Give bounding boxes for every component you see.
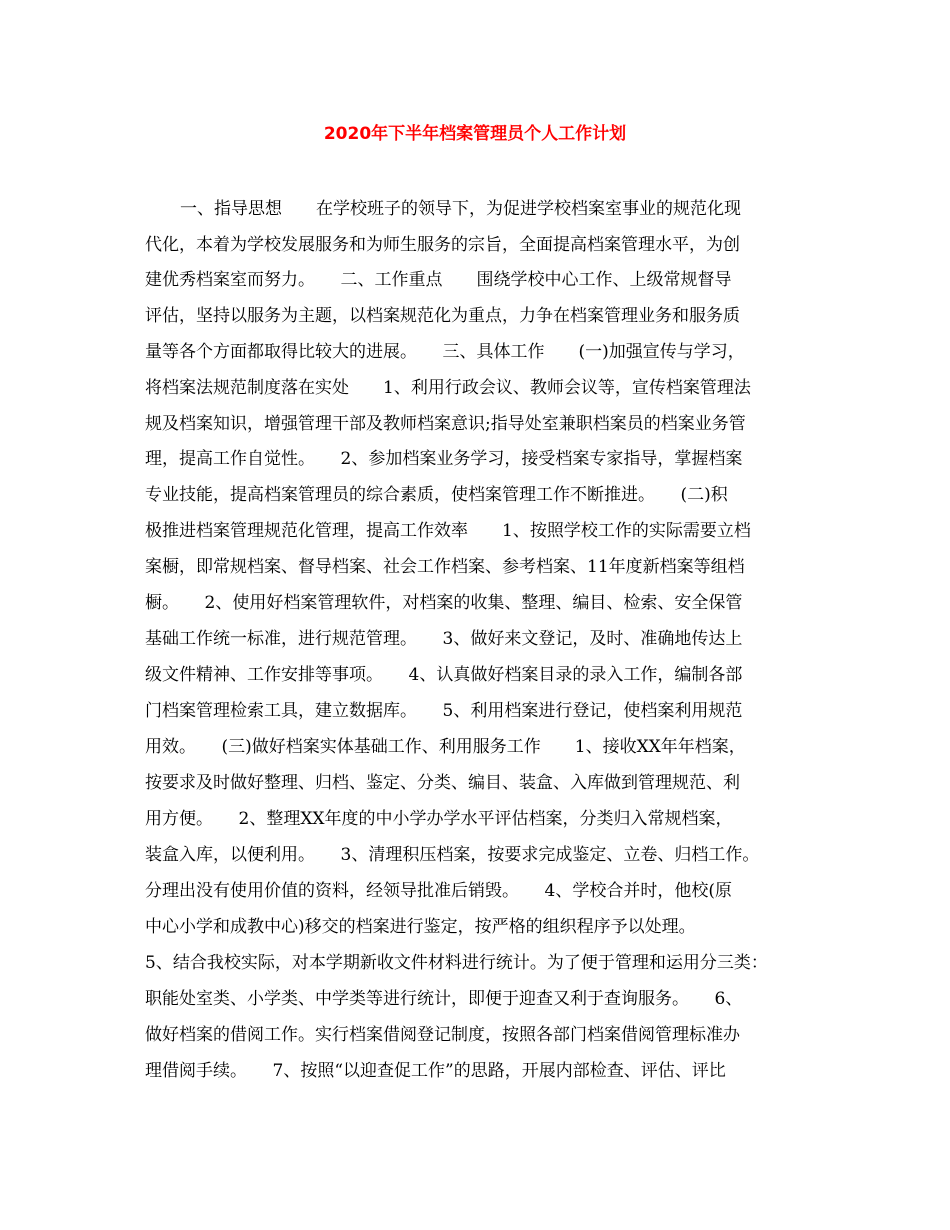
body-line: 按要求及时做好整理、归档、鉴定、分类、编目、装盒、入库做到管理规范、利 (145, 773, 740, 793)
body-line: 评估，坚持以服务为主题，以档案规范化为重点，力争在档案管理业务和服务质 (145, 306, 740, 326)
body-line: 橱。 2、使用好档案管理软件，对档案的收集、整理、编目、检索、安全保管 (145, 593, 743, 613)
body-line: 极推进档案管理规范化管理，提高工作效率 1、按照学校工作的实际需要立档 (145, 521, 751, 541)
body-line: 职能处室类、小学类、中学类等进行统计，即便于迎查又利于查询服务。 6、 (145, 989, 743, 1009)
body-line: 建优秀档案室而努力。 二、工作重点 围绕学校中心工作、上级常规督导 (145, 270, 732, 290)
body-line: 案橱，即常规档案、督导档案、社会工作档案、参考档案、11年度新档案等组档 (145, 557, 745, 577)
body-line: 门档案管理检索工具，建立数据库。 5、利用档案进行登记，使档案利用规范 (145, 701, 743, 721)
body-line: 代化，本着为学校发展服务和为师生服务的宗旨，全面提高档案管理水平，为创 (145, 235, 740, 255)
body-line: 5、结合我校实际，对本学期新收文件材料进行统计。为了便于管理和运用分三类： (145, 953, 768, 973)
body-line: 将档案法规范制度落在实处 1、利用行政会议、教师会议等，宣传档案管理法 (145, 378, 751, 398)
body-line: 理借阅手续。 7、按照“以迎查促工作”的思路，开展内部检查、评估、评比 (145, 1061, 726, 1081)
body-line: 分理出没有使用价值的资料，经领导批准后销毁。 4、学校合并时，他校(原 (145, 881, 732, 901)
body-line: 专业技能，提高档案管理员的综合素质，使档案管理工作不断推进。 (二)积 (145, 485, 728, 505)
body-line: 用效。 (三)做好档案实体基础工作、利用服务工作 1、接收XX年年档案， (145, 737, 746, 757)
body-line: 装盒入库，以便利用。 3、清理积压档案，按要求完成鉴定、立卷、归档工作。 (145, 845, 760, 865)
body-line: 级文件精神、工作安排等事项。 4、认真做好档案目录的录入工作，编制各部 (145, 665, 743, 685)
body-line: 理，提高工作自觉性。 2、参加档案业务学习，接受档案专家指导，掌握档案 (145, 449, 743, 469)
body-line: 中心小学和成教中心)移交的档案进行鉴定，按严格的组织程序予以处理。 (145, 917, 696, 937)
body-line: 基础工作统一标准，进行规范管理。 3、做好来文登记，及时、准确地传达上 (145, 629, 743, 649)
document-title: 2020年下半年档案管理员个人工作计划 (323, 124, 627, 144)
body-line: 一、指导思想 在学校班子的领导下，为促进学校档案室事业的规范化现 (180, 199, 741, 219)
body-line: 量等各个方面都取得比较大的进展。 三、具体工作 (一)加强宣传与学习， (145, 342, 745, 362)
body-line: 规及档案知识，增强管理干部及教师档案意识;指导处室兼职档案员的档案业务管 (145, 414, 746, 434)
body-line: 用方便。 2、整理XX年度的中小学办学水平评估档案，分类归入常规档案， (145, 809, 733, 829)
body-line: 做好档案的借阅工作。实行档案借阅登记制度，按照各部门档案借阅管理标准办 (145, 1025, 740, 1045)
